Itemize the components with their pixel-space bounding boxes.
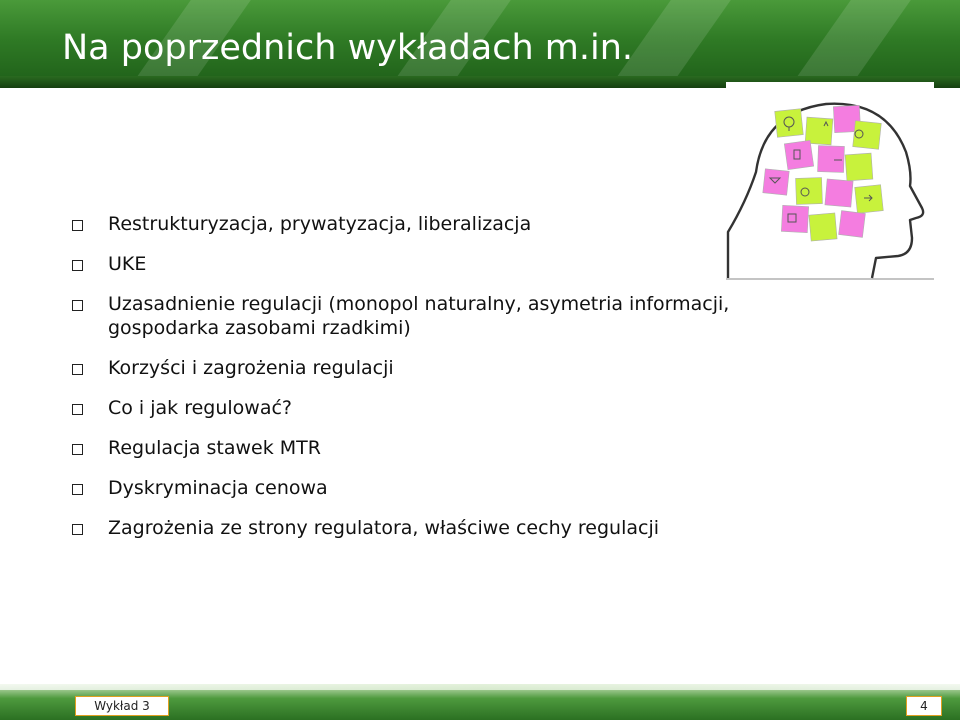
- bullet-item: [72, 436, 812, 460]
- square-bullet-icon: [72, 300, 83, 311]
- bullet-item: [72, 396, 812, 420]
- page-number: 4: [906, 696, 942, 716]
- bullet-text: Co i jak regulować?: [108, 397, 293, 419]
- footer-highlight: [0, 684, 960, 690]
- bullet-text: Restrukturyzacja, prywatyzacja, liberalizacja: [108, 213, 532, 235]
- title-bar-stripe: [789, 0, 911, 88]
- bullet-text: UKE: [108, 253, 147, 275]
- square-bullet-icon: [72, 260, 83, 271]
- square-bullet-icon: [72, 524, 83, 535]
- bullet-item: [72, 212, 812, 236]
- square-bullet-icon: [72, 444, 83, 455]
- slide-title: Na poprzednich wykładach m.in.: [62, 28, 634, 68]
- footer-lecture-label: Wykład 3: [75, 696, 169, 716]
- bullet-text: Regulacja stawek MTR: [108, 437, 321, 459]
- bullet-item: [72, 476, 812, 500]
- bullet-text: Uzasadnienie regulacji (monopol naturalny, asymetria informacji, gospodarka zasobami rzadkimi): [108, 293, 730, 339]
- bullet-item: [72, 356, 812, 380]
- square-bullet-icon: [72, 484, 83, 495]
- bullet-text: Dyskryminacja cenowa: [108, 477, 328, 499]
- bullet-item: [72, 292, 812, 340]
- bullet-item: [72, 516, 812, 540]
- square-bullet-icon: [72, 404, 83, 415]
- bullet-list: [72, 212, 812, 556]
- bullet-item: [72, 252, 812, 276]
- bullet-text: Zagrożenia ze strony regulatora, właściwe cechy regulacji: [108, 517, 660, 539]
- bullet-text: Korzyści i zagrożenia regulacji: [108, 357, 394, 379]
- square-bullet-icon: [72, 220, 83, 231]
- square-bullet-icon: [72, 364, 83, 375]
